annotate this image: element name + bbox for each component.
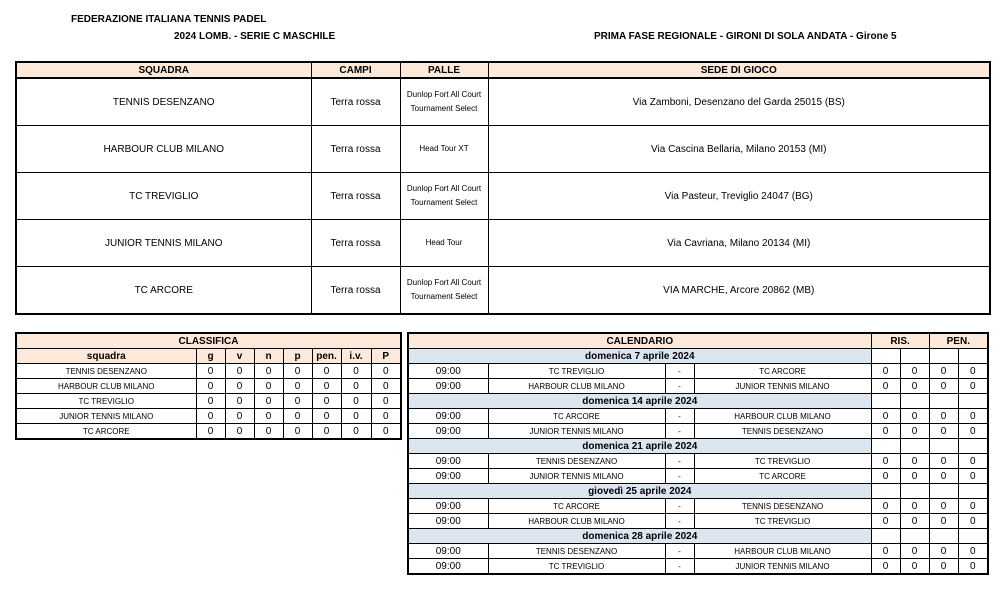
standings-value: 0	[283, 394, 312, 409]
standings-value: 0	[196, 424, 225, 440]
team-row	[16, 267, 990, 315]
pen-away: 0	[958, 409, 988, 424]
match-time: 09:00	[408, 499, 488, 514]
match-separator: -	[665, 499, 694, 514]
ris-away: 0	[900, 364, 929, 379]
home-team: TENNIS DESENZANO	[488, 454, 665, 469]
col-header-p: p	[283, 349, 312, 364]
pen-home: 0	[929, 424, 958, 439]
standings-row	[16, 394, 401, 409]
match-time: 09:00	[408, 514, 488, 529]
home-team: TC TREVIGLIO	[488, 364, 665, 379]
empty-score-cell	[958, 349, 988, 364]
standings-value: 0	[196, 394, 225, 409]
away-team: HARBOUR CLUB MILANO	[694, 544, 871, 559]
classifica-table	[15, 332, 402, 440]
empty-score-cell	[900, 394, 929, 409]
federation-title: FEDERAZIONE ITALIANA TENNIS PADEL	[71, 14, 267, 25]
home-team: JUNIOR TENNIS MILANO	[488, 469, 665, 484]
standings-value: 0	[341, 424, 371, 440]
away-team: JUNIOR TENNIS MILANO	[694, 379, 871, 394]
round-date-row	[408, 349, 988, 364]
empty-score-cell	[929, 394, 958, 409]
pen-away: 0	[958, 499, 988, 514]
match-time: 09:00	[408, 424, 488, 439]
ris-away: 0	[900, 454, 929, 469]
venue-address: Via Cavriana, Milano 20134 (MI)	[488, 220, 990, 267]
empty-score-cell	[958, 439, 988, 454]
standings-value: 0	[312, 394, 341, 409]
match-separator: -	[665, 364, 694, 379]
round-date: domenica 28 aprile 2024	[408, 529, 871, 544]
ris-away: 0	[900, 499, 929, 514]
standings-value: 0	[225, 379, 254, 394]
classifica-title-row	[16, 333, 401, 349]
court-type: Terra rossa	[311, 78, 400, 126]
match-row	[408, 364, 988, 379]
standings-value: 0	[254, 379, 283, 394]
team-name: JUNIOR TENNIS MILANO	[16, 220, 311, 267]
match-time: 09:00	[408, 469, 488, 484]
pen-home: 0	[929, 379, 958, 394]
standings-value: 0	[371, 394, 401, 409]
pen-away: 0	[958, 364, 988, 379]
ris-home: 0	[871, 499, 900, 514]
team-name: TC ARCORE	[16, 267, 311, 315]
standings-value: 0	[196, 379, 225, 394]
standings-value: 0	[312, 424, 341, 440]
pen-home: 0	[929, 544, 958, 559]
team-name: HARBOUR CLUB MILANO	[16, 126, 311, 173]
team-row	[16, 126, 990, 173]
standings-row	[16, 424, 401, 440]
match-row	[408, 454, 988, 469]
standings-value: 0	[371, 409, 401, 424]
standings-value: 0	[254, 409, 283, 424]
empty-score-cell	[871, 394, 900, 409]
col-header-sede: SEDE DI GIOCO	[488, 62, 990, 78]
standings-team: JUNIOR TENNIS MILANO	[16, 409, 196, 424]
col-header-g: g	[196, 349, 225, 364]
standings-value: 0	[254, 364, 283, 379]
team-name: TENNIS DESENZANO	[16, 78, 311, 126]
match-row	[408, 379, 988, 394]
round-date: domenica 7 aprile 2024	[408, 349, 871, 364]
calendario-table	[407, 332, 989, 575]
phase-title: PRIMA FASE REGIONALE - GIRONI DI SOLA ANDATA - Girone 5	[594, 31, 897, 42]
standings-value: 0	[341, 364, 371, 379]
pen-home: 0	[929, 499, 958, 514]
standings-team: TC ARCORE	[16, 424, 196, 440]
pen-away: 0	[958, 424, 988, 439]
round-date-row	[408, 529, 988, 544]
teams-header-row	[16, 62, 990, 78]
ris-home: 0	[871, 364, 900, 379]
standings-value: 0	[312, 409, 341, 424]
empty-score-cell	[958, 394, 988, 409]
pen-home: 0	[929, 364, 958, 379]
away-team: TC TREVIGLIO	[694, 514, 871, 529]
ris-home: 0	[871, 379, 900, 394]
court-type: Terra rossa	[311, 126, 400, 173]
standings-value: 0	[312, 364, 341, 379]
pen-away: 0	[958, 559, 988, 575]
standings-team: HARBOUR CLUB MILANO	[16, 379, 196, 394]
standings-value: 0	[283, 364, 312, 379]
round-date-row	[408, 394, 988, 409]
ris-away: 0	[900, 409, 929, 424]
standings-team: TENNIS DESENZANO	[16, 364, 196, 379]
classifica-header-row	[16, 349, 401, 364]
match-row	[408, 559, 988, 575]
empty-score-cell	[929, 439, 958, 454]
standings-value: 0	[283, 424, 312, 440]
ris-home: 0	[871, 544, 900, 559]
standings-value: 0	[225, 394, 254, 409]
match-row	[408, 514, 988, 529]
standings-value: 0	[225, 364, 254, 379]
ball-type: Dunlop Fort All Court Tournament Select	[400, 267, 488, 315]
empty-score-cell	[871, 529, 900, 544]
venue-address: Via Zamboni, Desenzano del Garda 25015 (BS)	[488, 78, 990, 126]
round-date-row	[408, 439, 988, 454]
away-team: TENNIS DESENZANO	[694, 499, 871, 514]
pen-away: 0	[958, 544, 988, 559]
away-team: TENNIS DESENZANO	[694, 424, 871, 439]
match-separator: -	[665, 514, 694, 529]
standings-value: 0	[225, 424, 254, 440]
ris-header: RIS.	[871, 333, 929, 349]
round-date: domenica 14 aprile 2024	[408, 394, 871, 409]
ball-type: Dunlop Fort All Court Tournament Select	[400, 78, 488, 126]
standings-value: 0	[254, 394, 283, 409]
match-time: 09:00	[408, 454, 488, 469]
match-separator: -	[665, 469, 694, 484]
match-separator: -	[665, 559, 694, 575]
empty-score-cell	[929, 349, 958, 364]
standings-row	[16, 364, 401, 379]
col-header-points: P	[371, 349, 401, 364]
venue-address: Via Cascina Bellaria, Milano 20153 (MI)	[488, 126, 990, 173]
match-row	[408, 409, 988, 424]
ris-home: 0	[871, 514, 900, 529]
match-time: 09:00	[408, 409, 488, 424]
ball-type: Head Tour XT	[400, 126, 488, 173]
match-row	[408, 544, 988, 559]
col-header-v: v	[225, 349, 254, 364]
pen-away: 0	[958, 469, 988, 484]
match-separator: -	[665, 544, 694, 559]
calendario-title: CALENDARIO	[408, 333, 871, 349]
home-team: TENNIS DESENZANO	[488, 544, 665, 559]
standings-value: 0	[371, 424, 401, 440]
team-row	[16, 173, 990, 220]
match-separator: -	[665, 424, 694, 439]
match-row	[408, 469, 988, 484]
standings-value: 0	[254, 424, 283, 440]
empty-score-cell	[871, 484, 900, 499]
away-team: JUNIOR TENNIS MILANO	[694, 559, 871, 575]
ris-home: 0	[871, 454, 900, 469]
empty-score-cell	[929, 484, 958, 499]
ris-home: 0	[871, 424, 900, 439]
standings-value: 0	[371, 364, 401, 379]
ris-away: 0	[900, 514, 929, 529]
ball-type: Dunlop Fort All Court Tournament Select	[400, 173, 488, 220]
team-row	[16, 220, 990, 267]
match-separator: -	[665, 379, 694, 394]
empty-score-cell	[900, 484, 929, 499]
match-row	[408, 499, 988, 514]
standings-value: 0	[196, 409, 225, 424]
pen-away: 0	[958, 514, 988, 529]
pen-home: 0	[929, 454, 958, 469]
court-type: Terra rossa	[311, 220, 400, 267]
standings-value: 0	[225, 409, 254, 424]
col-header-squadra-lower: squadra	[16, 349, 196, 364]
ris-away: 0	[900, 469, 929, 484]
ris-home: 0	[871, 409, 900, 424]
classifica-title: CLASSIFICA	[16, 333, 401, 349]
calendario-header-row	[408, 333, 988, 349]
home-team: TC ARCORE	[488, 499, 665, 514]
pen-home: 0	[929, 469, 958, 484]
match-row	[408, 424, 988, 439]
pen-home: 0	[929, 514, 958, 529]
home-team: JUNIOR TENNIS MILANO	[488, 424, 665, 439]
empty-score-cell	[958, 484, 988, 499]
round-date-row	[408, 484, 988, 499]
standings-value: 0	[312, 379, 341, 394]
ris-away: 0	[900, 424, 929, 439]
ris-away: 0	[900, 559, 929, 575]
home-team: HARBOUR CLUB MILANO	[488, 514, 665, 529]
empty-score-cell	[900, 439, 929, 454]
standings-value: 0	[341, 409, 371, 424]
venue-address: Via Pasteur, Treviglio 24047 (BG)	[488, 173, 990, 220]
team-name: TC TREVIGLIO	[16, 173, 311, 220]
court-type: Terra rossa	[311, 267, 400, 315]
col-header-n: n	[254, 349, 283, 364]
pen-header: PEN.	[929, 333, 988, 349]
empty-score-cell	[929, 529, 958, 544]
ris-away: 0	[900, 379, 929, 394]
match-separator: -	[665, 454, 694, 469]
ris-away: 0	[900, 544, 929, 559]
ris-home: 0	[871, 559, 900, 575]
empty-score-cell	[871, 439, 900, 454]
ball-type: Head Tour	[400, 220, 488, 267]
standings-row	[16, 379, 401, 394]
standings-value: 0	[283, 409, 312, 424]
home-team: HARBOUR CLUB MILANO	[488, 379, 665, 394]
empty-score-cell	[900, 349, 929, 364]
standings-value: 0	[341, 394, 371, 409]
teams-table	[15, 61, 991, 315]
home-team: TC ARCORE	[488, 409, 665, 424]
pen-home: 0	[929, 559, 958, 575]
round-date: giovedì 25 aprile 2024	[408, 484, 871, 499]
pen-away: 0	[958, 454, 988, 469]
empty-score-cell	[958, 529, 988, 544]
match-time: 09:00	[408, 364, 488, 379]
match-time: 09:00	[408, 559, 488, 575]
away-team: TC ARCORE	[694, 469, 871, 484]
empty-score-cell	[900, 529, 929, 544]
col-header-campi: CAMPI	[311, 62, 400, 78]
away-team: TC TREVIGLIO	[694, 454, 871, 469]
away-team: HARBOUR CLUB MILANO	[694, 409, 871, 424]
home-team: TC TREVIGLIO	[488, 559, 665, 575]
col-header-palle: PALLE	[400, 62, 488, 78]
series-title: 2024 LOMB. - SERIE C MASCHILE	[174, 31, 336, 42]
match-time: 09:00	[408, 379, 488, 394]
col-header-pen: pen.	[312, 349, 341, 364]
round-date: domenica 21 aprile 2024	[408, 439, 871, 454]
standings-team: TC TREVIGLIO	[16, 394, 196, 409]
team-row	[16, 78, 990, 126]
col-header-iv: i.v.	[341, 349, 371, 364]
standings-value: 0	[283, 379, 312, 394]
match-time: 09:00	[408, 544, 488, 559]
standings-value: 0	[196, 364, 225, 379]
ris-home: 0	[871, 469, 900, 484]
standings-value: 0	[371, 379, 401, 394]
match-separator: -	[665, 409, 694, 424]
empty-score-cell	[871, 349, 900, 364]
court-type: Terra rossa	[311, 173, 400, 220]
away-team: TC ARCORE	[694, 364, 871, 379]
standings-value: 0	[341, 379, 371, 394]
standings-row	[16, 409, 401, 424]
venue-address: VIA MARCHE, Arcore 20862 (MB)	[488, 267, 990, 315]
pen-away: 0	[958, 379, 988, 394]
pen-home: 0	[929, 409, 958, 424]
col-header-squadra: SQUADRA	[16, 62, 311, 78]
